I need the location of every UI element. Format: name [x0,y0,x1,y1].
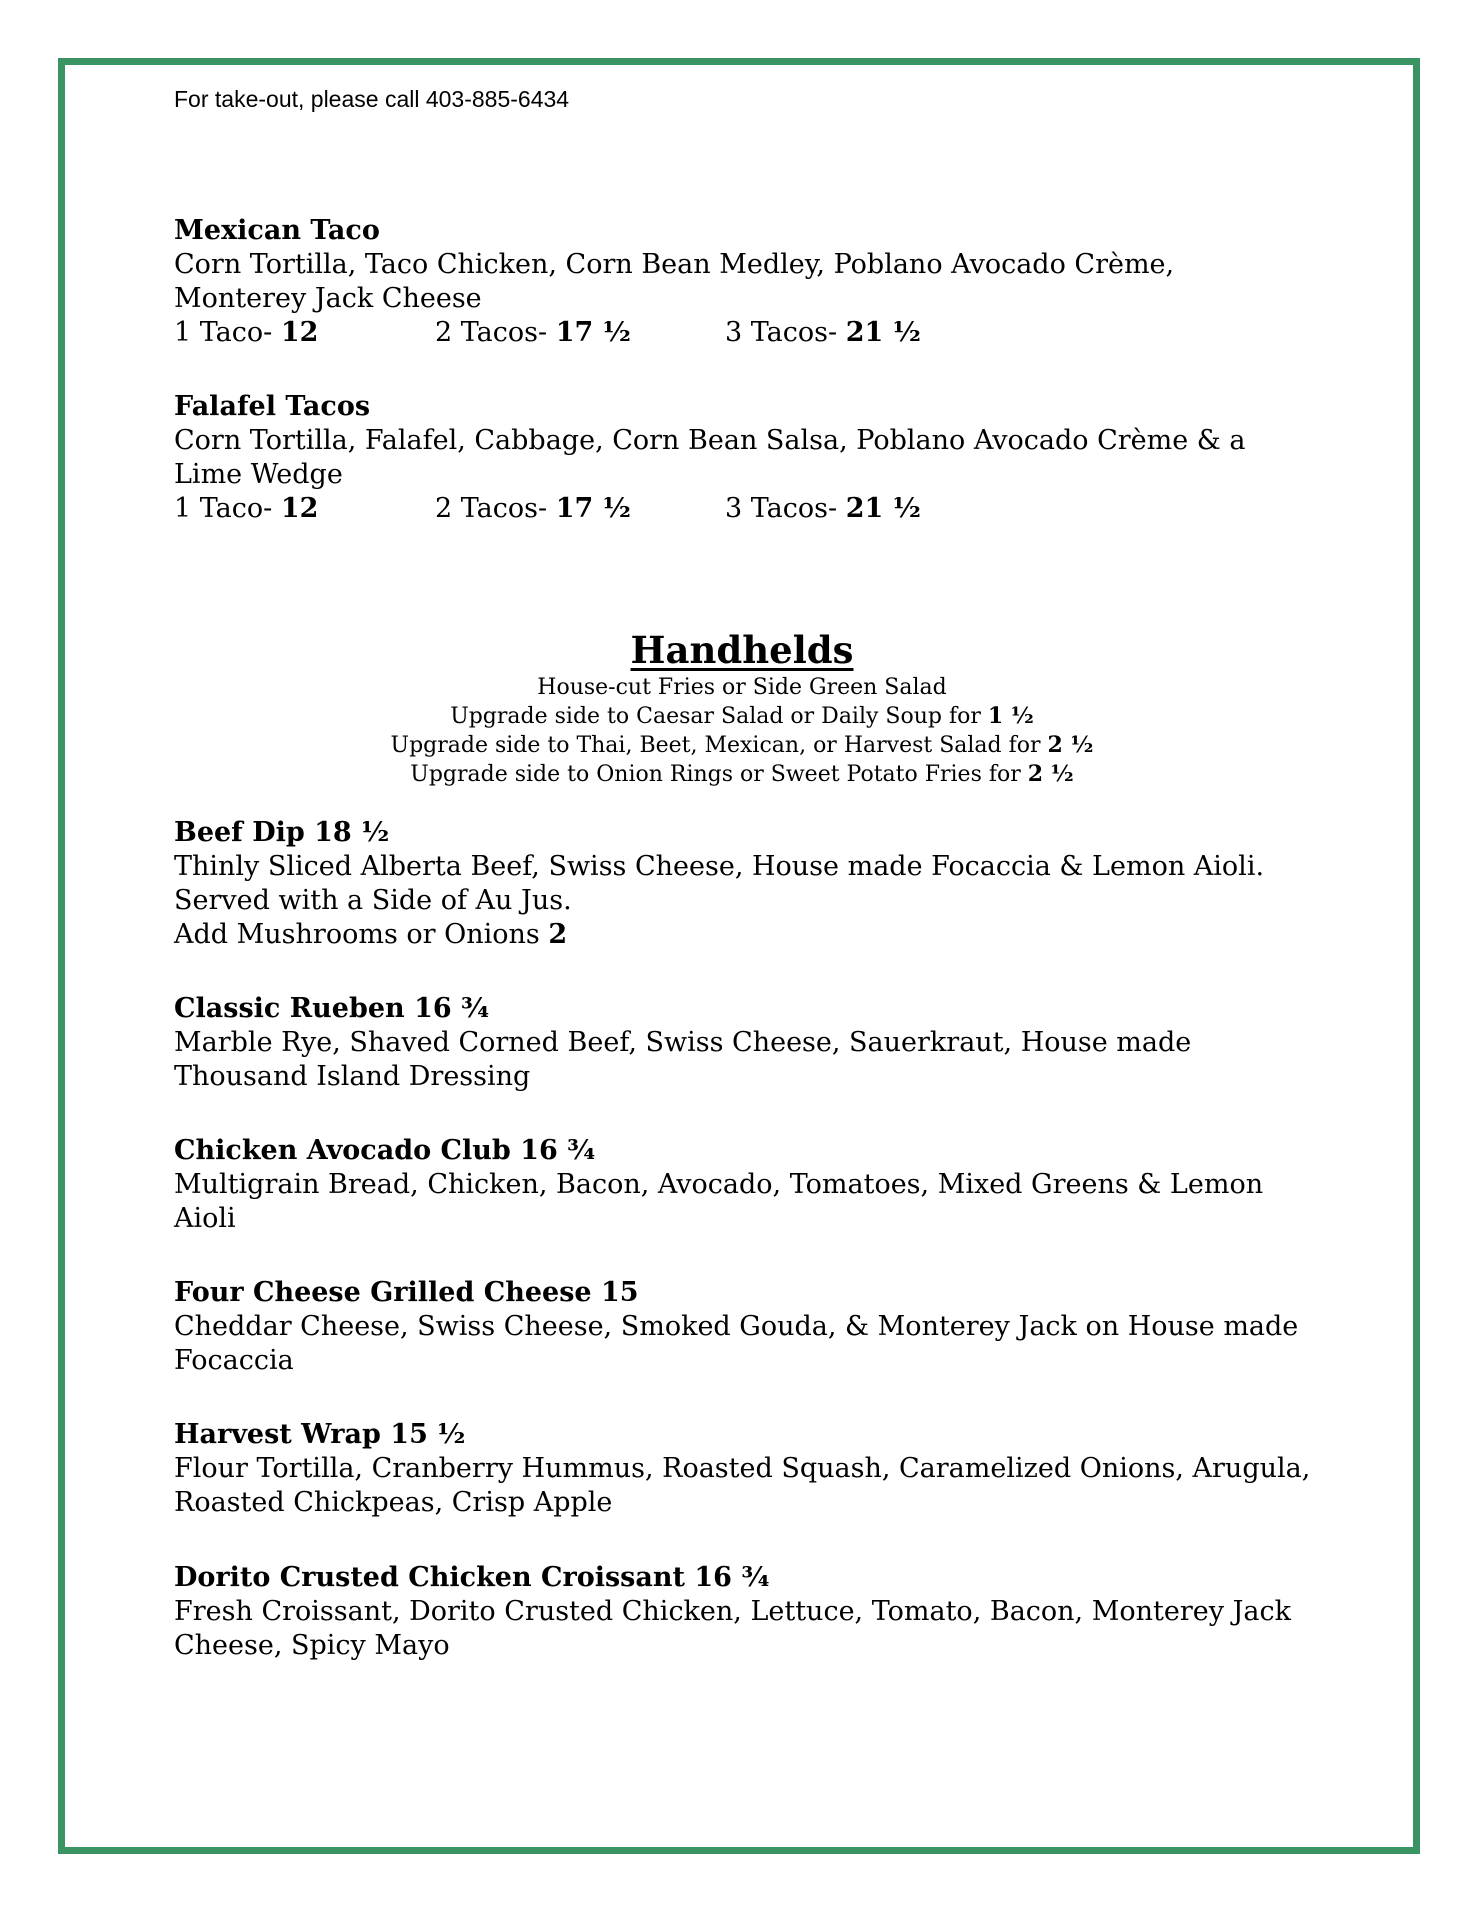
side-upgrade-note: Upgrade side to Onion Rings or Sweet Potato Fries for 2 ½ [410,761,1074,787]
takeout-phone-note: For take-out, please call 403-885-6434 [174,86,570,112]
item-addon: Add Mushrooms or Onions 2 [174,919,568,950]
item-description: Cheddar Cheese, Swiss Cheese, Smoked Gouda, & Monterey Jack on House made Focaccia [174,1311,1299,1376]
price-option: 2 Tacos- 17 ½ [435,317,631,348]
side-upgrade-note: Upgrade side to Thai, Beet, Mexican, or Harvest Salad for 2 ½ [390,732,1094,758]
price-option: 1 Taco- 12 [174,317,319,348]
price-option: 1 Taco- 12 [174,493,319,524]
menu-item-dorito-crusted-chicken-croissant [174,1561,1314,1663]
price-row [174,492,1314,526]
menu-item-chicken-avocado-club [174,1134,1314,1236]
item-title: Beef Dip 18 ½ [174,817,390,848]
side-note: House-cut Fries or Side Green Salad [537,675,947,700]
menu-item-mexican-taco [174,214,1314,350]
menu-item-falafel-tacos [174,390,1314,526]
item-title: Falafel Tacos [174,391,371,422]
item-description: Corn Tortilla, Falafel, Cabbage, Corn Bean Salsa, Poblano Avocado Crème & a Lime Wedge [174,425,1246,490]
item-description: Corn Tortilla, Taco Chicken, Corn Bean Medley, Poblano Avocado Crème, Monterey Jack Cheese [174,249,1175,314]
item-title: Classic Rueben 16 ¾ [174,993,490,1024]
item-title: Mexican Taco [174,215,380,246]
item-description: Flour Tortilla, Cranberry Hummus, Roasted Squash, Caramelized Onions, Arugula, Roasted Chickpeas, Crisp Apple [174,1453,1311,1518]
item-title: Harvest Wrap 15 ½ [174,1419,466,1450]
item-title: Chicken Avocado Club 16 ¾ [174,1135,596,1166]
side-upgrade-note: Upgrade side to Caesar Salad or Daily Soup for 1 ½ [450,703,1034,729]
price-row [174,316,1314,350]
item-description: Multigrain Bread, Chicken, Bacon, Avocado, Tomatoes, Mixed Greens & Lemon Aioli [174,1169,1264,1234]
item-title: Four Cheese Grilled Cheese 15 [174,1277,639,1308]
price-option: 3 Tacos- 21 ½ [725,493,921,524]
menu-item-four-cheese-grilled-cheese [174,1276,1314,1378]
item-description: Fresh Croissant, Dorito Crusted Chicken, Lettuce, Tomato, Bacon, Monterey Jack Cheese, Spicy Mayo [174,1596,1291,1661]
price-option: 3 Tacos- 21 ½ [725,317,921,348]
item-description: Thinly Sliced Alberta Beef, Swiss Cheese, House made Focaccia & Lemon Aioli. Served with a Side of Au Jus. [174,851,1265,916]
menu-item-harvest-wrap [174,1418,1314,1520]
menu-item-classic-rueben [174,992,1314,1094]
item-title: Dorito Crusted Chicken Croissant 16 ¾ [174,1562,770,1593]
section-title: Handhelds [630,628,854,672]
handhelds-header [0,627,1484,789]
menu-item-beef-dip [174,816,1314,952]
item-description: Marble Rye, Shaved Corned Beef, Swiss Cheese, Sauerkraut, House made Thousand Island Dressing [174,1027,1192,1092]
price-option: 2 Tacos- 17 ½ [435,493,631,524]
